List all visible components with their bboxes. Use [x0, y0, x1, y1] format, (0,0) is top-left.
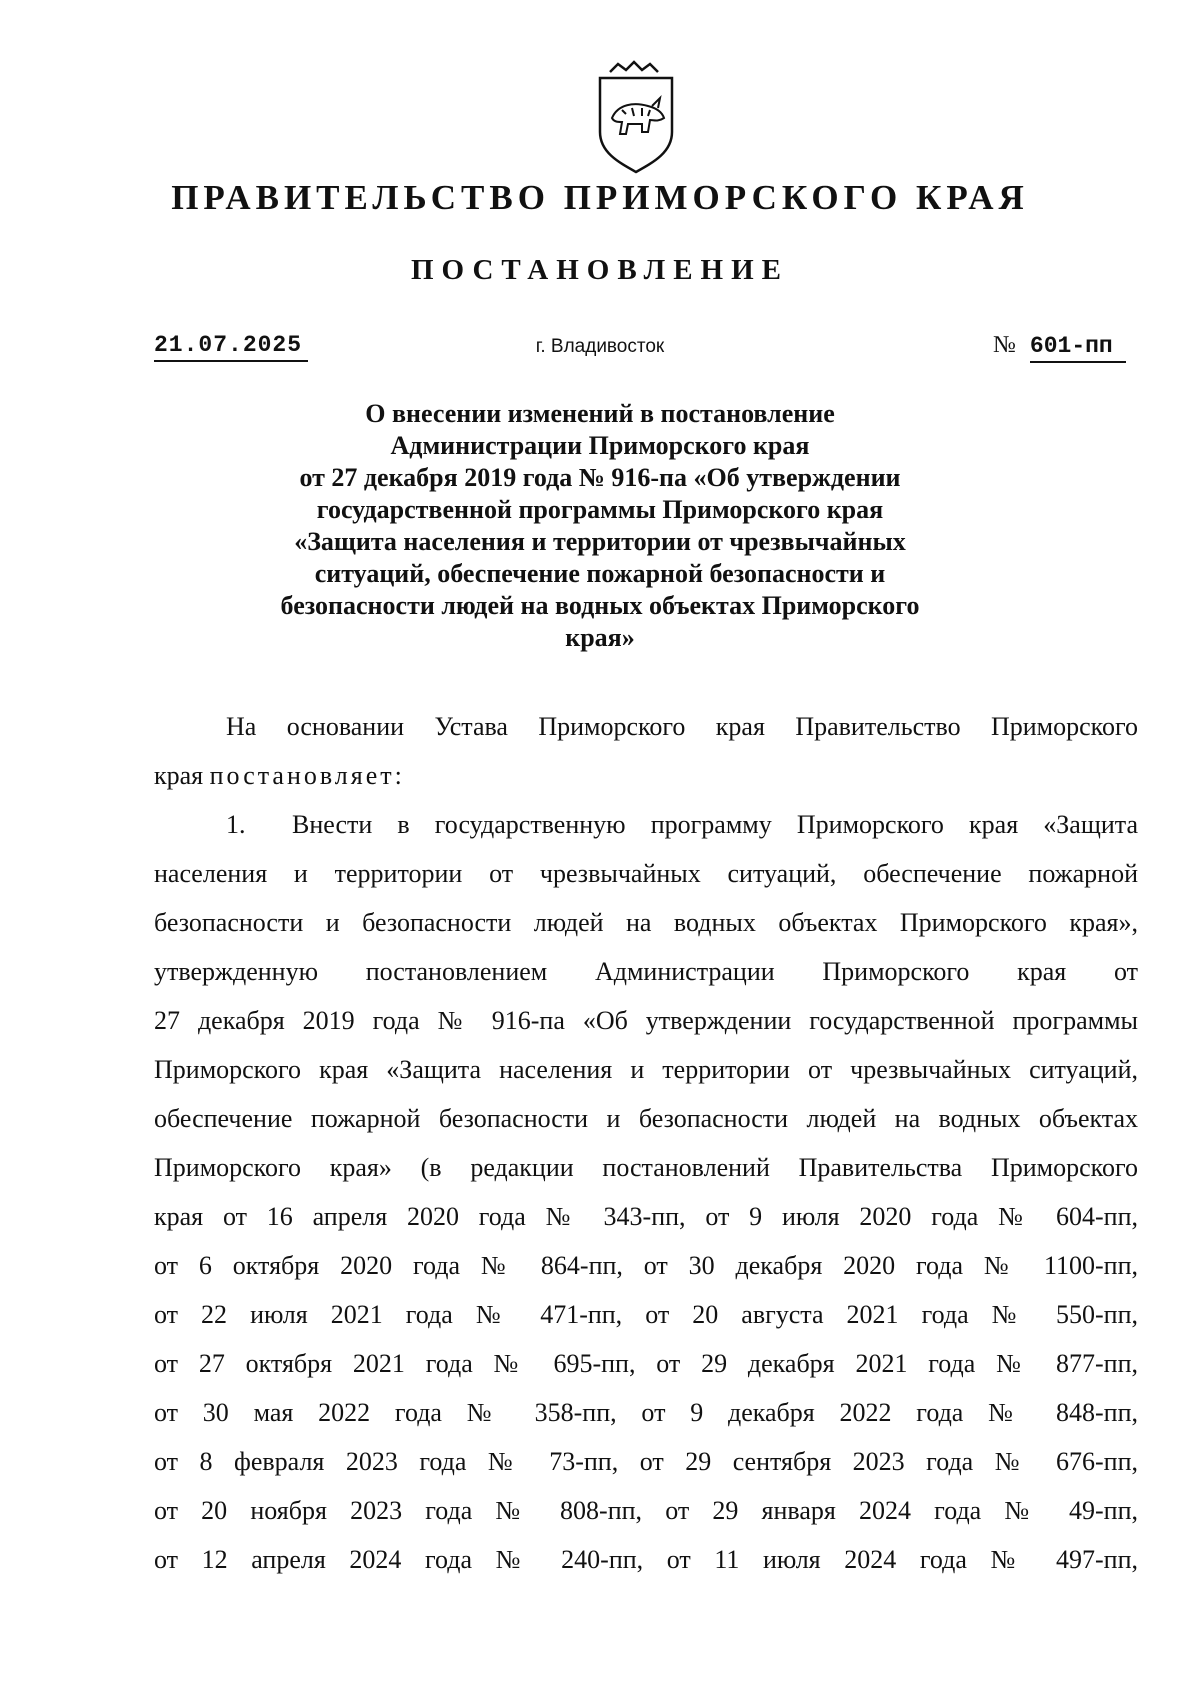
org-title: ПРАВИТЕЛЬСТВО ПРИМОРСКОГО КРАЯ: [171, 178, 1029, 217]
document-number-field: [993, 330, 1126, 363]
body-line: от 6 октября 2020 года № 864-пп, от 30 декабря 2020 года № 1100-пп,: [154, 1251, 1138, 1280]
document-number: 601-пп: [1030, 331, 1126, 363]
body-line: безопасности и безопасности людей на водных объектах Приморского края»,: [154, 908, 1138, 937]
body-line: [154, 800, 1138, 849]
item-text: Внести в государственную программу Приморского края «Защита: [292, 810, 1138, 839]
body-line: от 27 октября 2021 года № 695-пп, от 29 декабря 2021 года № 877-пп,: [154, 1349, 1138, 1378]
body-line: края от 16 апреля 2020 года № 343-пп, от 9 июля 2020 года № 604-пп,: [154, 1202, 1138, 1231]
heading-line: от 27 декабря 2019 года № 916-па «Об утверждении: [299, 463, 901, 492]
item-number: 1.: [226, 810, 246, 839]
body-line: обеспечение пожарной безопасности и безопасности людей на водных объектах: [154, 1104, 1138, 1133]
heading-line: края»: [565, 623, 635, 652]
body-line: На основании Устава Приморского края Правительство Приморского: [226, 712, 1138, 741]
coat-of-arms-icon: [588, 58, 684, 174]
heading-line: «Защита населения и территории от чрезвычайных: [294, 527, 906, 556]
heading-line: О внесении изменений в постановление: [365, 399, 835, 428]
resolves-word: постановляет:: [209, 761, 405, 790]
body-line: от 20 ноября 2023 года № 808-пп, от 29 января 2024 года № 49-пп,: [154, 1496, 1138, 1525]
body-line: населения и территории от чрезвычайных ситуаций, обеспечение пожарной: [154, 859, 1138, 888]
preamble-prefix: края: [154, 761, 204, 790]
document-body: [154, 702, 1138, 1584]
body-line: от 22 июля 2021 года № 471-пп, от 20 августа 2021 года № 550-пп,: [154, 1300, 1138, 1329]
body-line: от 30 мая 2022 года № 358-пп, от 9 декабря 2022 года № 848-пп,: [154, 1398, 1138, 1427]
document-city: г. Владивосток: [535, 336, 665, 357]
body-line: [154, 751, 1138, 800]
heading-line: ситуаций, обеспечение пожарной безопасности и: [314, 559, 886, 588]
body-line: 27 декабря 2019 года № 916-па «Об утверждении государственной программы: [154, 1006, 1138, 1035]
body-line: Приморского края» (в редакции постановлений Правительства Приморского: [154, 1153, 1138, 1182]
body-line: Приморского края «Защита населения и территории от чрезвычайных ситуаций,: [154, 1055, 1138, 1084]
heading-line: Администрации Приморского края: [390, 431, 810, 460]
body-line: от 12 апреля 2024 года № 240-пп, от 11 июля 2024 года № 497-пп,: [154, 1545, 1138, 1574]
body-line: утвержденную постановлением Администрации Приморского края от: [154, 957, 1138, 986]
heading-line: безопасности людей на водных объектах Приморского: [280, 591, 920, 620]
document-date: 21.07.2025: [154, 330, 308, 362]
document-type: ПОСТАНОВЛЕНИЕ: [410, 254, 789, 286]
document-heading: [0, 398, 1200, 654]
body-line: от 8 февраля 2023 года № 73-пп, от 29 сентября 2023 года № 676-пп,: [154, 1447, 1138, 1476]
heading-line: государственной программы Приморского края: [316, 495, 884, 524]
number-sign: №: [993, 332, 1016, 358]
